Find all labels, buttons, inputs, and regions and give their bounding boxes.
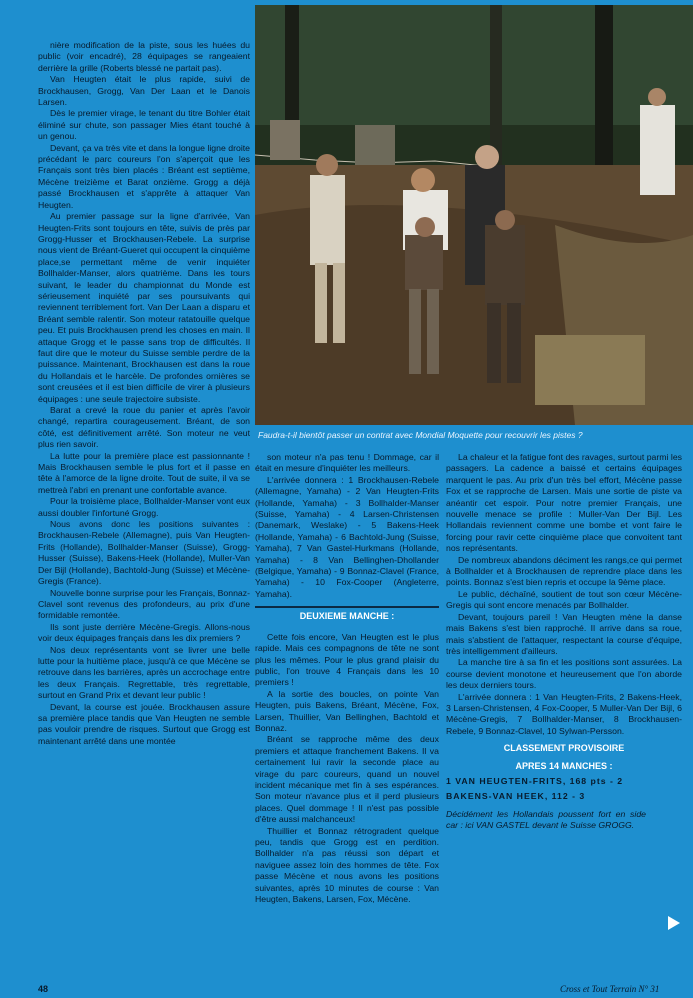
standings-subheading: APRES 14 MANCHES : [515,760,613,771]
standings-line: 1 VAN HEUGTEN-FRITS, 168 pts - 2 [446,775,624,786]
paragraph: La chaleur et la fatigue font des ravages, surtout parmi les passagers. La cadence a baissé et certains équipages marquent le pas. Au prix d'un très bel effort, Mécène passe Fox et se rapproche de Larsen. Mais une sortie de piste va anéantir cet espoir. Pour notre premier Français, une nouvelle menace se profile : Muller-Van Der Bijl. Les Hollandais reviennent comme une bombe et vont faire le forcing pour ravir cette cinquième place que convoitent tant nos représentants. [446,452,682,554]
article-column-3 [446,452,682,962]
standings-line: BAKENS-VAN HEEK, 112 - 3 [446,791,586,802]
paragraph: De nombreux abandons déciment les rangs,ce qui permet à Bollhalder et à Brockhausen de reprendre place dans les points. Bonnaz s'est bien repris et occupe la 9ème place. [446,554,682,588]
page-number: 48 [38,984,49,994]
paragraph: La manche tire à sa fin et les positions sont assurées. La course devient monotone et heureusement que l'on aborde les deux derniers tours. [446,657,682,691]
paragraph: L'arrivée donnera : 1 Van Heugten-Frits, 2 Bakens-Heek, 3 Larsen-Christensen, 4 Fox-Cooper, 5 Muller-Van Der Bijl, 6 Mécène-Gregis, 7 Bollhalder-Manser, 8 Brockhausen-Rebele, 9 Bonnaz-Clavel, 10 Sylwan-Persson. [446,691,682,736]
paragraph: Nous avons donc les positions suivantes : Brockhausen-Rebele (Allemagne), puis Van Heugten-Frits (Hollande), Bollhalder-Manser (Suisse), Grogg-Husser (Suisse), Bakens-Heek (Hollande), Muller-Van Der Bijl (Hollande), Bachtold-Jung (Suisse) et Mécène-Gregis (France). [38,519,250,587]
section-heading-second-heat: DEUXIEME MANCHE : [255,606,439,625]
paragraph: La lutte pour la première place est passionnante ! Mais Brockhausen semble le plus fort et il passe en tête à l'amorce de la ligne droite. Tout de suite, il va se mettreà l'abri en prenant une confortable avance. [38,450,250,495]
paragraph: Pour la troisième place, Bollhalder-Manser vont eux aussi doubler l'infortuné Grogg. [38,496,250,518]
paragraph: Cette fois encore, Van Heugten est le plus rapide. Mais ces compagnons de tête ne sont plus les mêmes. Pour le plus grand plaisir du public, l'on trouve 4 Français dans les 10 premiers ! [255,631,439,688]
paragraph: Dès le premier virage, le tenant du titre Bohler était éliminé sur chute, son passager Mies étant touché à un genou. [38,108,250,142]
magazine-footer: Cross et Tout Terrain N° 31 [560,984,660,994]
standings-heading: CLASSEMENT PROVISOIRE [503,743,625,754]
paragraph: Thuillier et Bonnaz rétrogradent quelque peu, tandis que Grogg est en perdition. Bollhalder n'a pas réussi son départ et naviguee assez loin des hommes de tête. Fox passe Mécène et nous avons les positions suivantes, après 10 minutes de course : Van Heugten, Bakens, Larsen, Fox, Mécène. [255,825,439,905]
article-column-1 [38,40,250,960]
paragraph: Ils sont juste derrière Mécène-Gregis. Allons-nous voir deux équipages français dans les dix premiers ? [38,621,250,644]
paragraph: Bréant se rapproche même des deux premiers et attaque franchement Bakens. Il va certainement lui ravir la seconde place au virage du parc coureurs, quand un nouvel incident mécanique met fin à ses espérances. Son moteur n'avance plus et il perd plusieurs places. Quel dommage ! Il n'est pas possible d'être aussi malchanceux! [255,734,439,825]
paragraph: son moteur n'a pas tenu ! Dommage, car il était en mesure d'inquiéter les meilleurs. [255,452,439,474]
paragraph: A la sortie des boucles, on pointe Van Heugten, puis Bakens, Bréant, Mécène, Fox, Larsen, Thuillier, Van Bellinghen, Bachtold et Bonnaz. [255,688,439,733]
paragraph: Devant, toujours pareil ! Van Heugten mène la danse mais Bakens s'est bien rapproché. Il arrive dans sa roue, mais s'abstient de l'attaquer, respectant la course d'équipe, très intelligemment d'ailleurs. [446,611,682,656]
paragraph: Devant, la course est jouée. Brockhausen assure sa première place tandis que Van Heugten ne semble pas vouloir prendre de risques. Surtout que Grogg est maintenant arrêté dans une montée [38,701,250,746]
paragraph: L'arrivée donnera : 1 Brockhausen-Rebele (Allemagne, Yamaha) - 2 Van Heugten-Frits (Hollande, Yamaha) - 3 Bollhalder-Manser (Suisse, Yamaha) - 4 Larsen-Christensen (Danemark, Weslake) - 5 Bakens-Heek (Hollande, Yamaha) - 6 Bachtold-Jung (Suisse, Yamaha), 7 Van Gastel-Hurkmans (Hollande, Yamaha) - 8 Van Bellinghen-Dhollander (Belgique, Yamaha) - 9 Bonnaz-Clavel (France, Yamaha) - 10 Fox-Cooper (Angleterre, Yamaha). [255,474,439,599]
race-photo-image [255,5,693,425]
paragraph: Nouvelle bonne surprise pour les Français, Bonnaz-Clavel sont revenus des profondeurs, au prix d'une formidable remontée. [38,587,250,621]
paragraph: Van Heugten était le plus rapide, suivi de Brockhausen, Grogg, Van Der Laan et le Danois Larsen. [38,74,250,108]
side-photo-caption: Décidément les Hollandais poussent fort en side car : ici VAN GASTEL devant le Suisse GROGG. [446,808,646,831]
continue-arrow-icon [668,916,680,930]
photo-caption: Faudra-t-il bientôt passer un contrat avec Mondial Moquette pour recouvrir les pistes ? [258,430,583,440]
paragraph: Le public, déchaîné, soutient de tout son cœur Mécène-Gregis qui sont encore menacés par Bollhalder. [446,588,682,611]
paragraph: Devant, ça va très vite et dans la longue ligne droite précédant le parc coureurs l'on s'aperçoit que les Français sont très bien placés : Bréant est septième, Mécène treizième et Barat onzième. Grogg a déjà passé Brockhausen et s'apprête à attaquer Van Heugten. [38,142,250,210]
race-photo [255,5,693,425]
paragraph: nière modification de la piste, sous les huées du public (voir encadré), 28 équipages se rangeaient derrière la grille (Roberts blessé ne partait pas). [38,40,250,73]
paragraph: Au premier passage sur la ligne d'arrivée, Van Heugten-Frits sont toujours en tête, suivis de près par Grogg-Husser et Brockhausen-Rebele. La surprise nous vient de Bréant-Gueret qui occupent la cinquième place,se permettant même de venir inquiéter Bollhalder-Manser, alors quatrième. Dans les tours suivant, le leader du championnat du Monde est sérieusement inquiété par ses poursuivants qui reviennent terriblement fort. Van Der Laan a disparu et Bréant semble ralentir. Son moteur ratatouille quelque peu. Et puis Brockhausen prend les choses en main. Il attaque Grogg et le passe sans trop de difficultés. Il faut dire que le moteur du Suisse semble perdre de la puissance. Maintenant, Brockhausen est dans la roue du Hollandais et le harcèle. De profondes ornières se sont creusées et il est bien difficile de virer à plusieurs équipages : une seule trajectoire subsiste. [38,211,250,404]
article-column-2 [255,452,439,942]
paragraph: Barat a crevé la roue du panier et après l'avoir changé, repartira courageusement. Bréant, de son côté, est définitivement arrêté. Son moteur ne veut plus rien savoir. [38,405,250,450]
paragraph: Nos deux représentants vont se livrer une belle lutte pour la huitième place, jusqu'à ce que Mécène se retrouve dans les barrières, après un accrochage entre les deux Français. Regrettable, très regrettable, surtout en Grand Prix et devant leur public ! [38,644,250,701]
